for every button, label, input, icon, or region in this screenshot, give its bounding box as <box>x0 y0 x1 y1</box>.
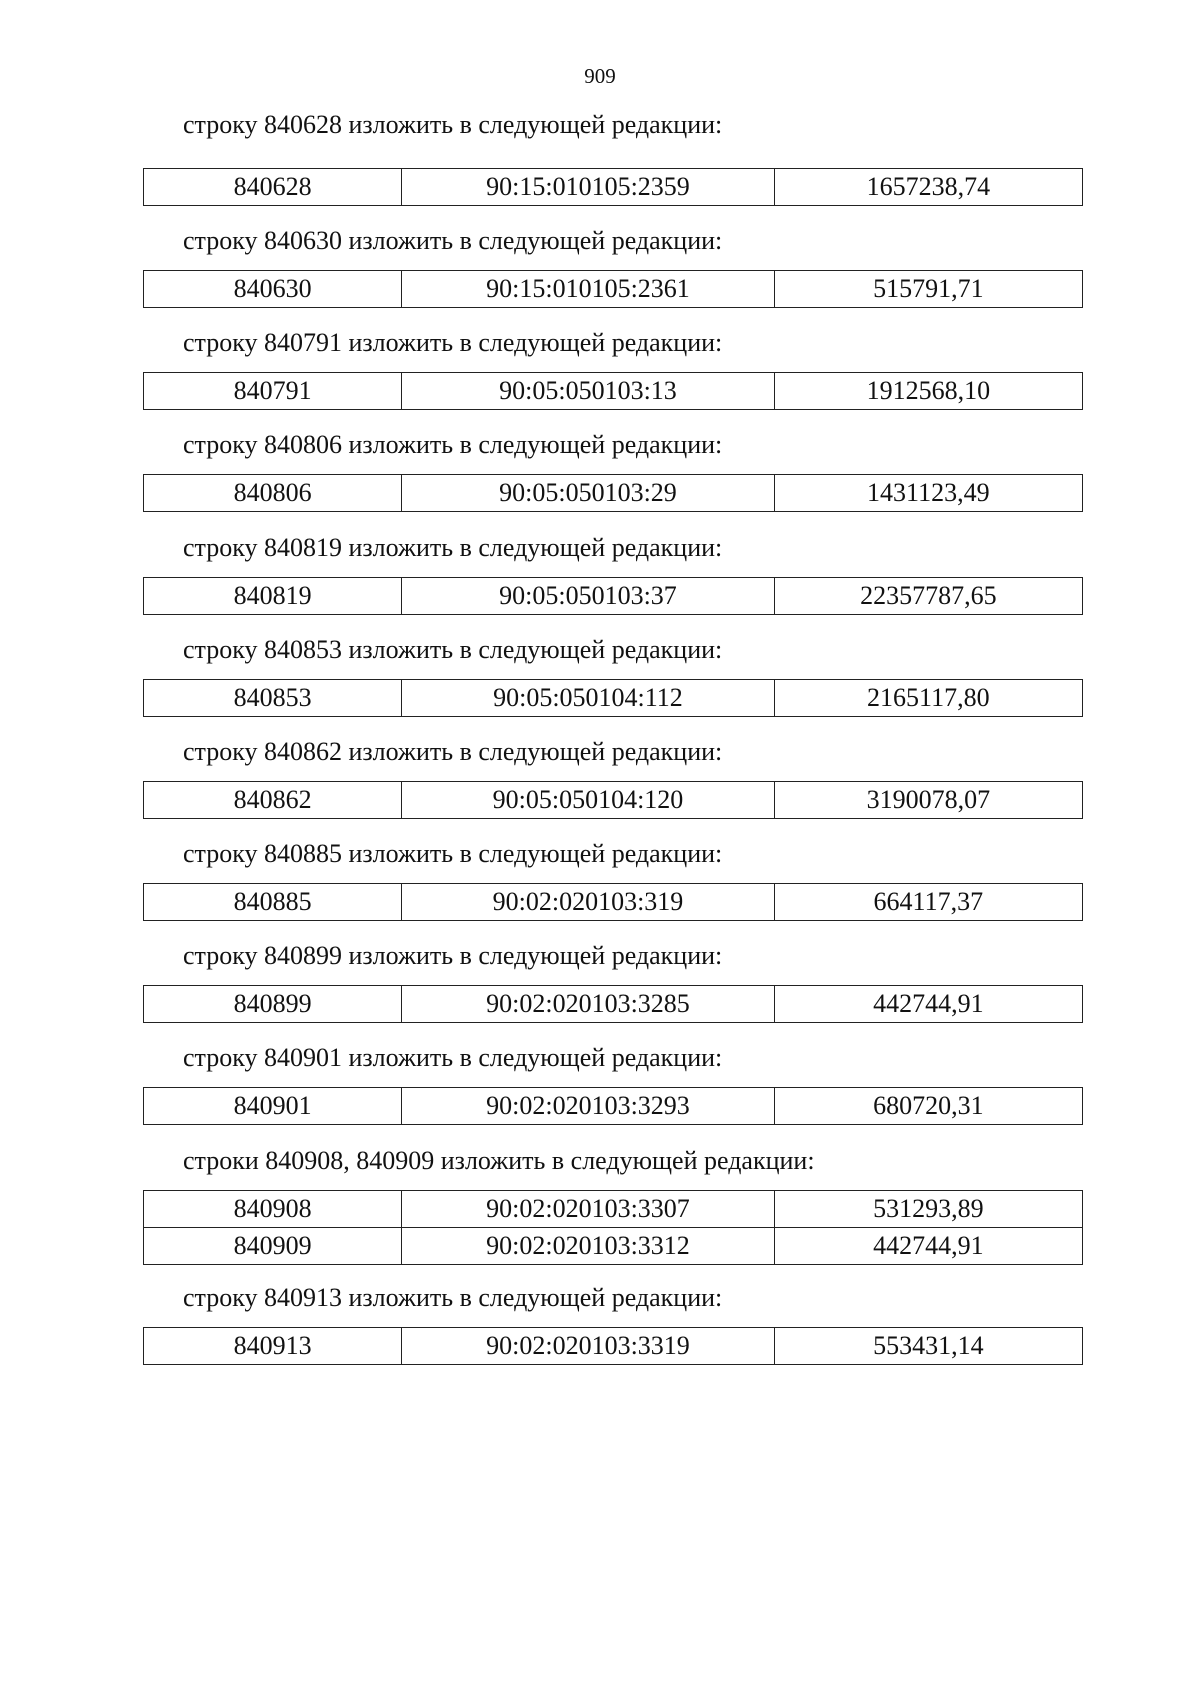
cadastral-number-cell: 90:02:020103:3307 <box>402 1191 774 1228</box>
cadastral-number-cell: 90:15:010105:2361 <box>402 271 774 308</box>
row-number-cell: 840819 <box>144 578 402 615</box>
section-heading: строку 840913 изложить в следующей редакции: <box>183 1283 723 1312</box>
table-row <box>144 680 1083 717</box>
amendment-table <box>143 474 1083 512</box>
cadastral-number-cell: 90:05:050103:13 <box>402 373 774 410</box>
cadastral-number-cell: 90:02:020103:319 <box>402 884 774 921</box>
row-number-cell: 840862 <box>144 782 402 819</box>
row-number-cell: 840909 <box>144 1228 402 1265</box>
table-row <box>144 1328 1083 1365</box>
section-heading: строку 840806 изложить в следующей редакции: <box>183 430 723 459</box>
amendment-section <box>143 531 997 610</box>
value-cell: 3190078,07 <box>774 782 1082 819</box>
section-heading: строки 840908, 840909 изложить в следующей редакции: <box>183 1146 815 1175</box>
table-row <box>144 986 1083 1023</box>
value-cell: 531293,89 <box>774 1191 1082 1228</box>
amendment-section <box>143 735 991 814</box>
amendment-table <box>143 1190 1083 1265</box>
value-cell: 664117,37 <box>774 884 1082 921</box>
row-number-cell: 840628 <box>144 169 402 206</box>
section-heading: строку 840853 изложить в следующей редакции: <box>183 635 723 664</box>
amendment-table <box>143 883 1083 921</box>
cadastral-number-cell: 90:05:050103:29 <box>402 475 774 512</box>
row-number-cell: 840899 <box>144 986 402 1023</box>
section-heading: строку 840862 изложить в следующей редакции: <box>183 737 723 766</box>
amendment-section <box>143 1144 984 1260</box>
row-number-cell: 840853 <box>144 680 402 717</box>
amendment-section <box>143 939 984 1018</box>
page-number: 909 <box>584 64 616 88</box>
amendment-section <box>143 428 990 507</box>
cadastral-number-cell: 90:02:020103:3293 <box>402 1088 774 1125</box>
amendment-table <box>143 985 1083 1023</box>
amendment-table <box>143 1327 1083 1365</box>
cadastral-number-cell: 90:05:050103:37 <box>402 578 774 615</box>
table-row <box>144 169 1083 206</box>
row-number-cell: 840913 <box>144 1328 402 1365</box>
value-cell: 515791,71 <box>774 271 1082 308</box>
section-heading: строку 840899 изложить в следующей редакции: <box>183 941 723 970</box>
amendment-section <box>143 837 984 916</box>
table-row <box>144 884 1083 921</box>
amendment-section <box>143 326 991 405</box>
value-cell: 1657238,74 <box>774 169 1082 206</box>
row-number-cell: 840908 <box>144 1191 402 1228</box>
row-number-cell: 840630 <box>144 271 402 308</box>
amendment-section <box>143 224 984 303</box>
cadastral-number-cell: 90:02:020103:3285 <box>402 986 774 1023</box>
amendment-table <box>143 679 1083 717</box>
amendment-table <box>143 1087 1083 1125</box>
value-cell: 442744,91 <box>774 1228 1082 1265</box>
amendment-section <box>143 108 991 201</box>
amendment-table <box>143 270 1083 308</box>
amendment-table <box>143 781 1083 819</box>
cadastral-number-cell: 90:05:050104:120 <box>402 782 774 819</box>
table-row <box>144 373 1083 410</box>
value-cell: 22357787,65 <box>774 578 1082 615</box>
row-number-cell: 840806 <box>144 475 402 512</box>
value-cell: 1912568,10 <box>774 373 1082 410</box>
cadastral-number-cell: 90:05:050104:112 <box>402 680 774 717</box>
amendment-section <box>143 1041 984 1120</box>
row-number-cell: 840791 <box>144 373 402 410</box>
cadastral-number-cell: 90:02:020103:3319 <box>402 1328 774 1365</box>
section-heading: строку 840791 изложить в следующей редакции: <box>183 328 723 357</box>
value-cell: 1431123,49 <box>774 475 1082 512</box>
table-row <box>144 271 1083 308</box>
table-row <box>144 475 1083 512</box>
table-row <box>144 1088 1083 1125</box>
section-heading: строку 840885 изложить в следующей редакции: <box>183 839 723 868</box>
section-heading: строку 840628 изложить в следующей редакции: <box>183 110 723 139</box>
value-cell: 442744,91 <box>774 986 1082 1023</box>
table-row <box>144 782 1083 819</box>
cadastral-number-cell: 90:02:020103:3312 <box>402 1228 774 1265</box>
table-row <box>144 1191 1083 1228</box>
section-heading: строку 840630 изложить в следующей редакции: <box>183 226 723 255</box>
amendment-section <box>143 1281 984 1360</box>
table-row <box>144 578 1083 615</box>
amendment-table <box>143 372 1083 410</box>
row-number-cell: 840885 <box>144 884 402 921</box>
section-heading: строку 840819 изложить в следующей редакции: <box>183 533 723 562</box>
value-cell: 553431,14 <box>774 1328 1082 1365</box>
amendment-section <box>143 633 990 712</box>
amendment-table <box>143 168 1083 206</box>
value-cell: 680720,31 <box>774 1088 1082 1125</box>
row-number-cell: 840901 <box>144 1088 402 1125</box>
table-row <box>144 1228 1083 1265</box>
amendment-table <box>143 577 1083 615</box>
value-cell: 2165117,80 <box>774 680 1082 717</box>
section-heading: строку 840901 изложить в следующей редакции: <box>183 1043 723 1072</box>
cadastral-number-cell: 90:15:010105:2359 <box>402 169 774 206</box>
